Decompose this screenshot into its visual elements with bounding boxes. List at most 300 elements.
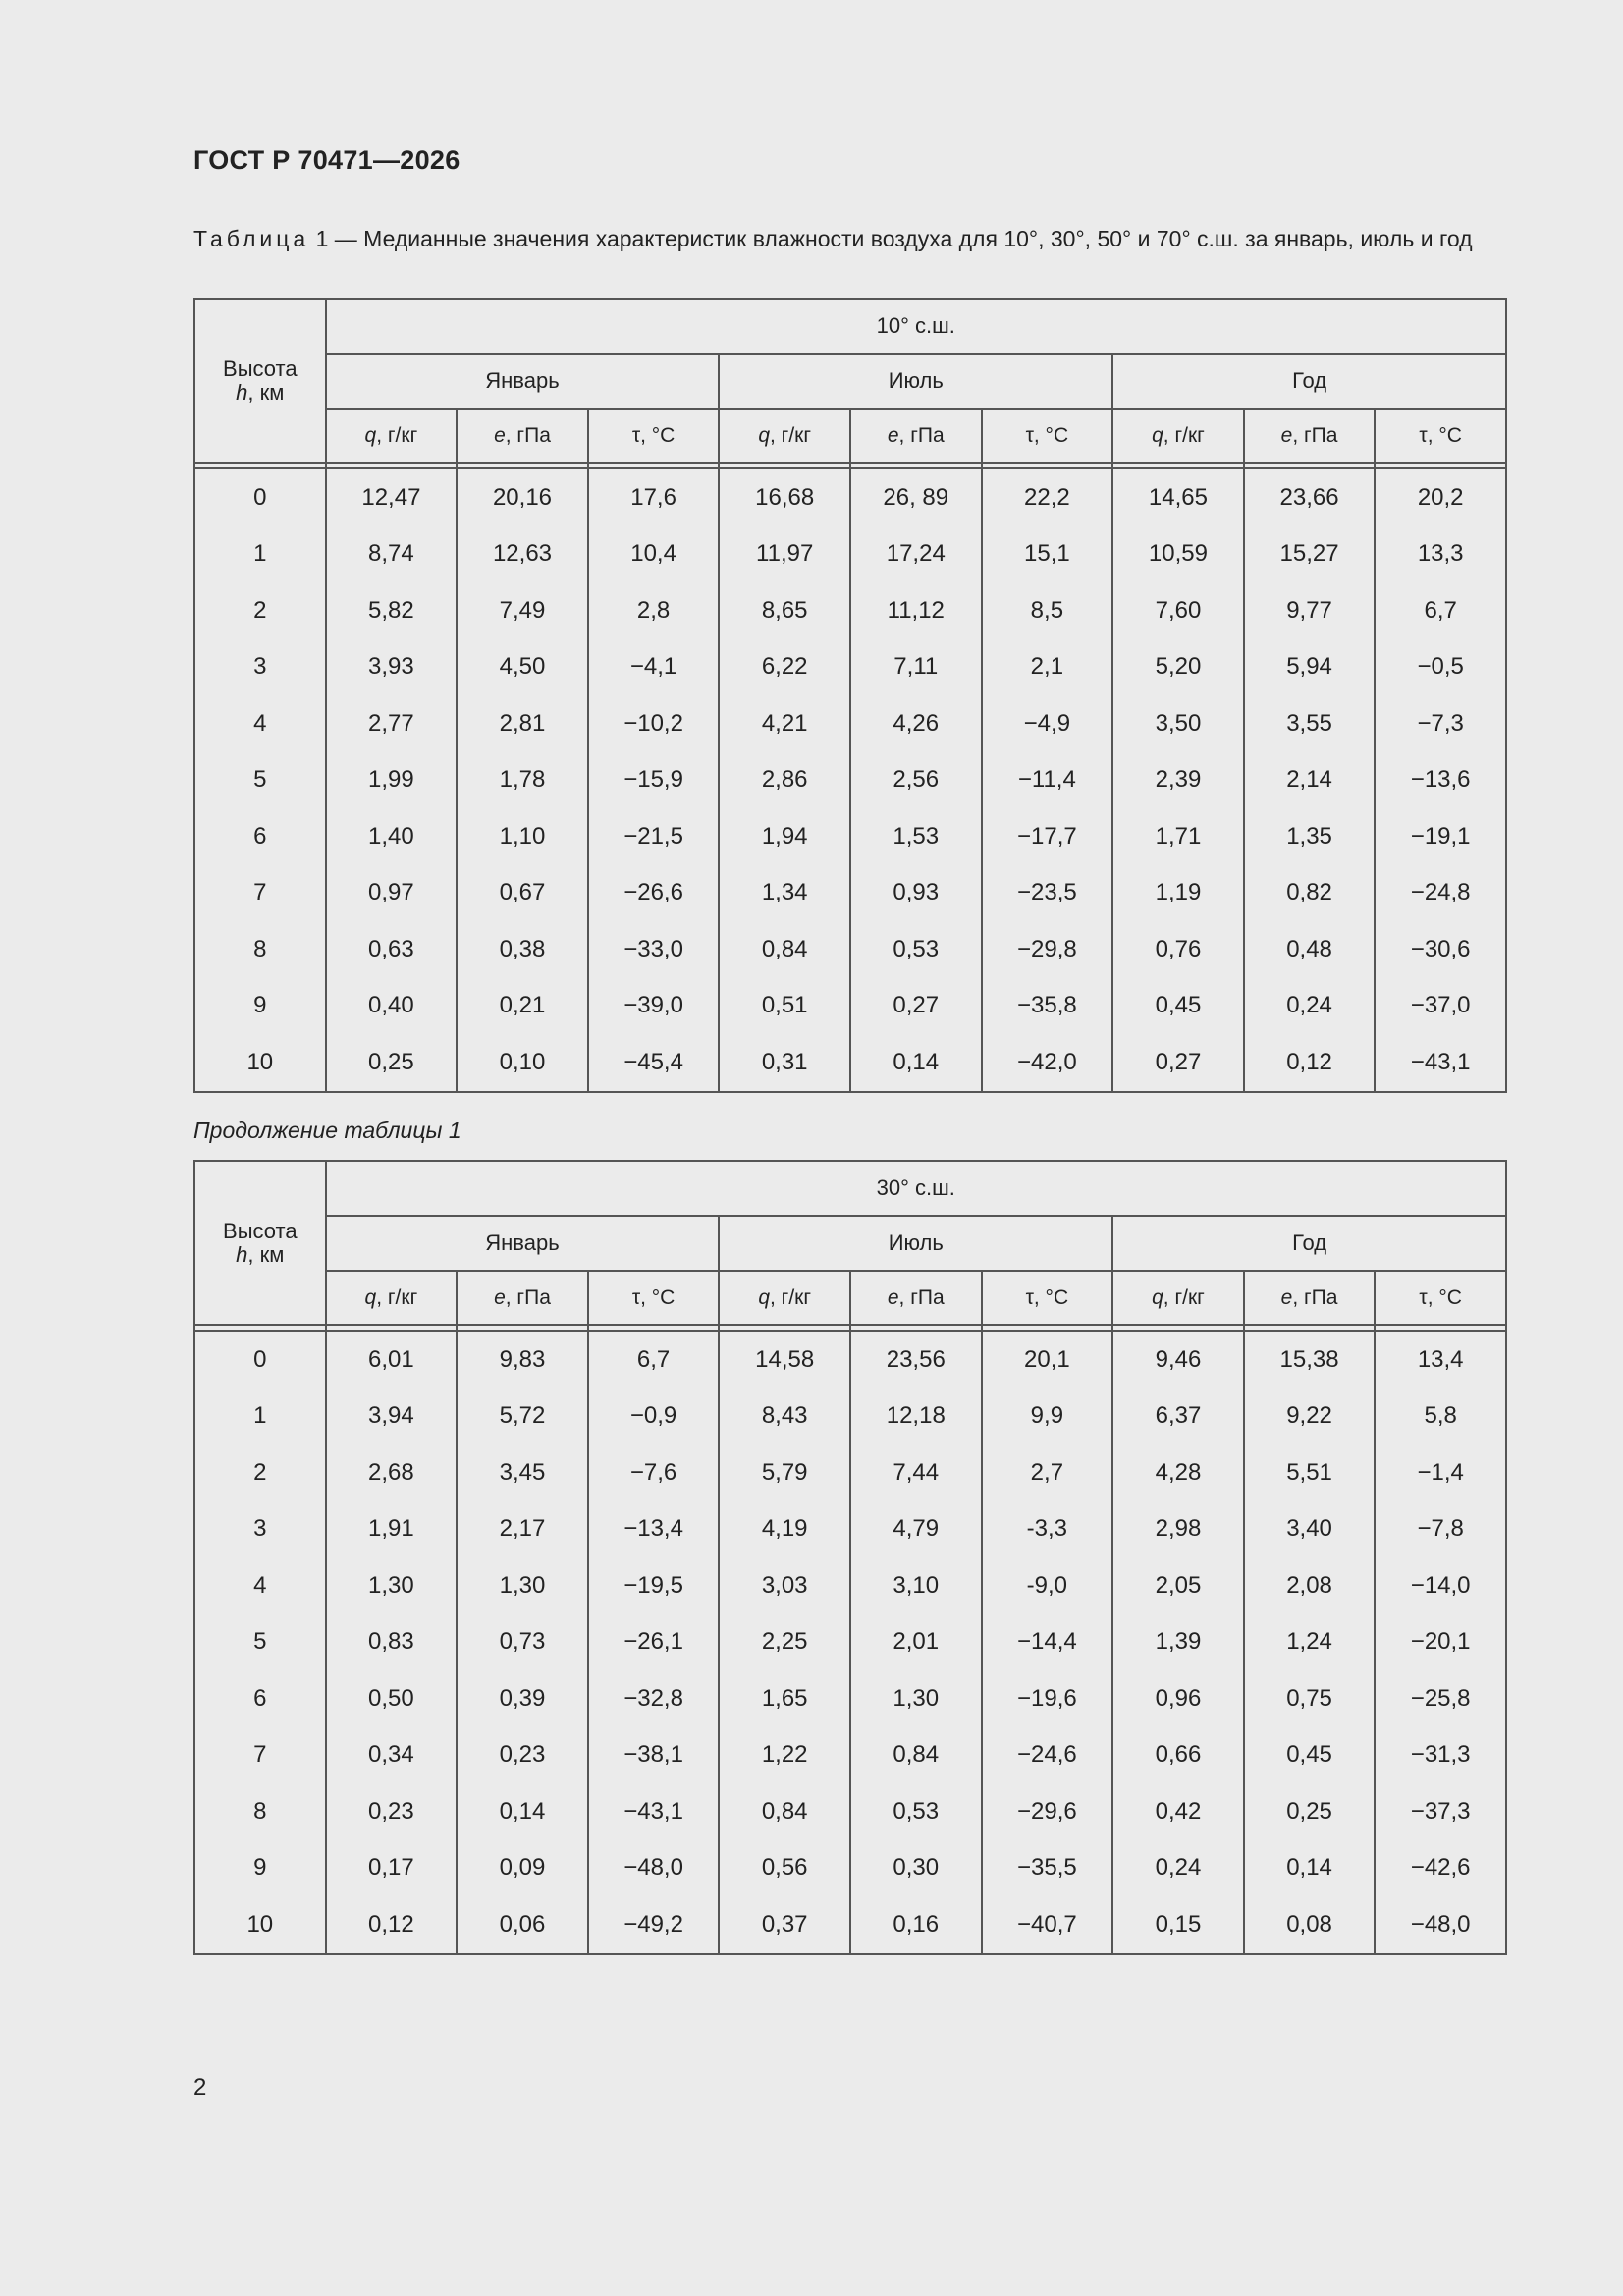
value-cell: −13,4 [588, 1502, 720, 1558]
value-cell: 4,28 [1112, 1445, 1244, 1502]
unit-variable: q [1152, 423, 1163, 447]
value-cell: 0,97 [326, 865, 458, 922]
table-row [194, 752, 1506, 809]
value-cell: −24,6 [982, 1727, 1113, 1784]
unit-header [588, 409, 720, 463]
value-cell: 1,34 [719, 865, 850, 922]
value-cell: 0,24 [1244, 978, 1376, 1035]
height-cell: 10 [194, 1034, 326, 1092]
value-cell: −4,1 [588, 639, 720, 696]
value-cell: 2,1 [982, 639, 1113, 696]
value-cell: −40,7 [982, 1896, 1113, 1954]
value-cell: -9,0 [982, 1558, 1113, 1614]
value-cell: 5,51 [1244, 1445, 1376, 1502]
value-cell: 20,16 [457, 468, 588, 526]
height-cell: 8 [194, 921, 326, 978]
value-cell: 20,1 [982, 1331, 1113, 1389]
value-cell: 26, 89 [850, 468, 982, 526]
unit-label: , г/кг [376, 1285, 418, 1309]
value-cell: 0,09 [457, 1840, 588, 1897]
value-cell: 1,91 [326, 1502, 458, 1558]
height-label: Высота [223, 355, 298, 381]
value-cell: −29,6 [982, 1783, 1113, 1840]
value-cell: 5,20 [1112, 639, 1244, 696]
unit-label: , г/кг [770, 1285, 812, 1309]
unit-variable: q [364, 423, 377, 447]
value-cell: 1,30 [326, 1558, 458, 1614]
unit-header [1244, 1271, 1376, 1325]
value-cell: 1,99 [326, 752, 458, 809]
height-cell: 5 [194, 1614, 326, 1671]
value-cell: 7,49 [457, 582, 588, 639]
value-cell: 1,65 [719, 1670, 850, 1727]
value-cell: 5,82 [326, 582, 458, 639]
height-cell: 9 [194, 978, 326, 1035]
value-cell: 0,25 [1244, 1783, 1376, 1840]
table-row [194, 526, 1506, 583]
value-cell: −19,6 [982, 1670, 1113, 1727]
unit-label: τ, °C [1025, 423, 1069, 447]
unit-label: , г/кг [376, 423, 418, 447]
value-cell: 0,84 [719, 921, 850, 978]
value-cell: 1,39 [1112, 1614, 1244, 1671]
table-row [194, 865, 1506, 922]
value-cell: 23,56 [850, 1331, 982, 1389]
value-cell: −43,1 [1375, 1034, 1506, 1092]
unit-label: τ, °C [631, 1285, 676, 1309]
value-cell: −31,3 [1375, 1727, 1506, 1784]
value-cell: 0,16 [850, 1896, 982, 1954]
unit-variable: e [1280, 423, 1293, 447]
value-cell: −30,6 [1375, 921, 1506, 978]
unit-header [1112, 409, 1244, 463]
height-label: Высота [223, 1218, 298, 1243]
value-cell: −48,0 [1375, 1896, 1506, 1954]
value-cell: 0,24 [1112, 1840, 1244, 1897]
value-cell: −26,6 [588, 865, 720, 922]
value-cell: −10,2 [588, 695, 720, 752]
value-cell: 1,40 [326, 808, 458, 865]
value-cell: 15,27 [1244, 526, 1376, 583]
value-cell: 22,2 [982, 468, 1113, 526]
value-cell: 0,82 [1244, 865, 1376, 922]
value-cell: −26,1 [588, 1614, 720, 1671]
value-cell: −35,8 [982, 978, 1113, 1035]
value-cell: −19,5 [588, 1558, 720, 1614]
value-cell: 1,24 [1244, 1614, 1376, 1671]
unit-label: , г/кг [1163, 1285, 1205, 1309]
value-cell: 3,94 [326, 1389, 458, 1446]
value-cell: 16,68 [719, 468, 850, 526]
value-cell: 17,6 [588, 468, 720, 526]
unit-label: , гПа [898, 1285, 945, 1309]
value-cell: 4,50 [457, 639, 588, 696]
value-cell: 13,3 [1375, 526, 1506, 583]
unit-label: τ, °C [1419, 423, 1462, 447]
value-cell: 2,98 [1112, 1502, 1244, 1558]
value-cell: 0,93 [850, 865, 982, 922]
value-cell: 0,40 [326, 978, 458, 1035]
value-cell: 8,5 [982, 582, 1113, 639]
value-cell: 1,22 [719, 1727, 850, 1784]
height-cell: 2 [194, 1445, 326, 1502]
value-cell: 5,72 [457, 1389, 588, 1446]
unit-label: , гПа [1292, 1285, 1338, 1309]
value-cell: −21,5 [588, 808, 720, 865]
continuation-caption: Продолжение таблицы 1 [193, 1118, 461, 1143]
value-cell: −35,5 [982, 1840, 1113, 1897]
value-cell: 6,37 [1112, 1389, 1244, 1446]
value-cell: 0,14 [457, 1783, 588, 1840]
value-cell: 1,94 [719, 808, 850, 865]
value-cell: 4,79 [850, 1502, 982, 1558]
value-cell: 2,14 [1244, 752, 1376, 809]
value-cell: −13,6 [1375, 752, 1506, 809]
height-cell: 0 [194, 1331, 326, 1389]
value-cell: −43,1 [588, 1783, 720, 1840]
unit-header [850, 1271, 982, 1325]
value-cell: 11,12 [850, 582, 982, 639]
table-row [194, 1502, 1506, 1558]
height-cell: 9 [194, 1840, 326, 1897]
value-cell: 8,43 [719, 1389, 850, 1446]
value-cell: −39,0 [588, 978, 720, 1035]
value-cell: 9,46 [1112, 1331, 1244, 1389]
document-header: ГОСТ Р 70471—2026 [193, 145, 460, 175]
value-cell: 9,22 [1244, 1389, 1376, 1446]
value-cell: 2,05 [1112, 1558, 1244, 1614]
unit-header [1375, 1271, 1506, 1325]
value-cell: 0,23 [326, 1783, 458, 1840]
unit-variable: e [494, 1285, 506, 1309]
value-cell: −37,3 [1375, 1783, 1506, 1840]
table-row [194, 1896, 1506, 1954]
value-cell: −29,8 [982, 921, 1113, 978]
value-cell: 1,35 [1244, 808, 1376, 865]
value-cell: −4,9 [982, 695, 1113, 752]
value-cell: 1,78 [457, 752, 588, 809]
value-cell: 1,53 [850, 808, 982, 865]
value-cell: 0,45 [1112, 978, 1244, 1035]
table-row [194, 1034, 1506, 1092]
unit-header [1244, 409, 1376, 463]
value-cell: 0,30 [850, 1840, 982, 1897]
height-cell: 5 [194, 752, 326, 809]
value-cell: 11,97 [719, 526, 850, 583]
value-cell: 5,94 [1244, 639, 1376, 696]
height-variable: h [236, 379, 248, 405]
value-cell: 0,21 [457, 978, 588, 1035]
value-cell: 7,60 [1112, 582, 1244, 639]
value-cell: −42,6 [1375, 1840, 1506, 1897]
value-cell: 0,66 [1112, 1727, 1244, 1784]
table-row [194, 1840, 1506, 1897]
value-cell: 0,50 [326, 1670, 458, 1727]
value-cell: 0,31 [719, 1034, 850, 1092]
value-cell: −45,4 [588, 1034, 720, 1092]
value-cell: 2,56 [850, 752, 982, 809]
table-row [194, 921, 1506, 978]
value-cell: 3,40 [1244, 1502, 1376, 1558]
value-cell: 0,27 [1112, 1034, 1244, 1092]
value-cell: 1,30 [457, 1558, 588, 1614]
unit-variable: e [1280, 1285, 1293, 1309]
value-cell: 0,51 [719, 978, 850, 1035]
value-cell: −0,5 [1375, 639, 1506, 696]
value-cell: −33,0 [588, 921, 720, 978]
value-cell: 0,53 [850, 1783, 982, 1840]
value-cell: 3,10 [850, 1558, 982, 1614]
value-cell: 9,9 [982, 1389, 1113, 1446]
value-cell: 0,84 [719, 1783, 850, 1840]
table-caption [193, 224, 1507, 253]
value-cell: −1,4 [1375, 1445, 1506, 1502]
value-cell: −38,1 [588, 1727, 720, 1784]
unit-header [719, 409, 850, 463]
unit-variable: e [887, 1285, 899, 1309]
value-cell: −11,4 [982, 752, 1113, 809]
value-cell: 1,10 [457, 808, 588, 865]
value-cell: −14,4 [982, 1614, 1113, 1671]
table-row [194, 468, 1506, 526]
value-cell: 2,17 [457, 1502, 588, 1558]
value-cell: 3,50 [1112, 695, 1244, 752]
height-cell: 2 [194, 582, 326, 639]
value-cell: 14,65 [1112, 468, 1244, 526]
unit-header [719, 1271, 850, 1325]
value-cell: 12,18 [850, 1389, 982, 1446]
month-header: Год [1112, 354, 1506, 409]
value-cell: 0,37 [719, 1896, 850, 1954]
value-cell: 4,19 [719, 1502, 850, 1558]
unit-label: , гПа [898, 423, 945, 447]
height-cell: 7 [194, 1727, 326, 1784]
value-cell: 2,68 [326, 1445, 458, 1502]
month-header: Январь [326, 354, 720, 409]
value-cell: −19,1 [1375, 808, 1506, 865]
unit-label: τ, °C [1419, 1285, 1462, 1309]
value-cell: 6,7 [588, 1331, 720, 1389]
table-row [194, 1783, 1506, 1840]
value-cell: 12,47 [326, 468, 458, 526]
height-cell: 4 [194, 695, 326, 752]
value-cell: 0,96 [1112, 1670, 1244, 1727]
value-cell: 8,74 [326, 526, 458, 583]
value-cell: 0,53 [850, 921, 982, 978]
table-row [194, 582, 1506, 639]
value-cell: 2,77 [326, 695, 458, 752]
value-cell: 0,10 [457, 1034, 588, 1092]
table-row [194, 639, 1506, 696]
unit-header [1375, 409, 1506, 463]
value-cell: −7,8 [1375, 1502, 1506, 1558]
value-cell: 1,19 [1112, 865, 1244, 922]
value-cell: 1,71 [1112, 808, 1244, 865]
value-cell: 0,84 [850, 1727, 982, 1784]
unit-header [457, 409, 588, 463]
value-cell: 0,06 [457, 1896, 588, 1954]
latitude-header: 30° с.ш. [326, 1161, 1506, 1216]
value-cell: 2,81 [457, 695, 588, 752]
humidity-table [193, 298, 1507, 1093]
value-cell: 17,24 [850, 526, 982, 583]
value-cell: 7,11 [850, 639, 982, 696]
value-cell: 0,76 [1112, 921, 1244, 978]
height-cell: 4 [194, 1558, 326, 1614]
unit-header [982, 1271, 1113, 1325]
unit-header [457, 1271, 588, 1325]
unit-header [850, 409, 982, 463]
value-cell: 0,48 [1244, 921, 1376, 978]
table-row [194, 1331, 1506, 1389]
month-header: Год [1112, 1216, 1506, 1271]
unit-variable: q [364, 1285, 377, 1309]
value-cell: 2,08 [1244, 1558, 1376, 1614]
height-cell: 7 [194, 865, 326, 922]
value-cell: 12,63 [457, 526, 588, 583]
unit-label: τ, °C [631, 423, 676, 447]
height-unit: , км [247, 1241, 285, 1267]
height-cell: 1 [194, 1389, 326, 1446]
height-unit: , км [247, 379, 285, 405]
value-cell: 0,25 [326, 1034, 458, 1092]
table-row [194, 1614, 1506, 1671]
value-cell: 4,21 [719, 695, 850, 752]
height-cell: 0 [194, 468, 326, 526]
value-cell: 0,56 [719, 1840, 850, 1897]
value-cell: 4,26 [850, 695, 982, 752]
value-cell: −15,9 [588, 752, 720, 809]
value-cell: 0,39 [457, 1670, 588, 1727]
value-cell: 0,08 [1244, 1896, 1376, 1954]
value-cell: −7,3 [1375, 695, 1506, 752]
humidity-table [193, 1160, 1507, 1955]
unit-label: , г/кг [1163, 423, 1205, 447]
page-number: 2 [193, 2074, 207, 2101]
value-cell: 0,12 [1244, 1034, 1376, 1092]
value-cell: 15,1 [982, 526, 1113, 583]
unit-header [588, 1271, 720, 1325]
value-cell: 14,58 [719, 1331, 850, 1389]
unit-header [326, 409, 458, 463]
height-cell: 6 [194, 1670, 326, 1727]
height-cell: 1 [194, 526, 326, 583]
value-cell: −25,8 [1375, 1670, 1506, 1727]
unit-variable: e [887, 423, 899, 447]
value-cell: 5,79 [719, 1445, 850, 1502]
unit-label: , гПа [505, 1285, 551, 1309]
unit-label: , гПа [1292, 423, 1338, 447]
value-cell: 23,66 [1244, 468, 1376, 526]
value-cell: −32,8 [588, 1670, 720, 1727]
table-caption-prefix: Таблица [193, 226, 310, 251]
value-cell: 0,42 [1112, 1783, 1244, 1840]
value-cell: −49,2 [588, 1896, 720, 1954]
value-cell: 3,55 [1244, 695, 1376, 752]
month-header: Январь [326, 1216, 720, 1271]
unit-header [326, 1271, 458, 1325]
table-row [194, 808, 1506, 865]
value-cell: −20,1 [1375, 1614, 1506, 1671]
value-cell: 0,75 [1244, 1670, 1376, 1727]
value-cell: −42,0 [982, 1034, 1113, 1092]
value-cell: 0,15 [1112, 1896, 1244, 1954]
value-cell: 10,59 [1112, 526, 1244, 583]
value-cell: 0,23 [457, 1727, 588, 1784]
value-cell: 0,34 [326, 1727, 458, 1784]
value-cell: 0,27 [850, 978, 982, 1035]
value-cell: −0,9 [588, 1389, 720, 1446]
value-cell: 7,44 [850, 1445, 982, 1502]
value-cell: 8,65 [719, 582, 850, 639]
table-caption-text: 1 — Медианные значения характеристик влажности воздуха для 10°, 30°, 50° и 70° с.ш. за январь, июль и год [309, 226, 1473, 251]
value-cell: 3,45 [457, 1445, 588, 1502]
value-cell: 0,17 [326, 1840, 458, 1897]
height-column-header [194, 1161, 326, 1325]
value-cell: 2,8 [588, 582, 720, 639]
height-cell: 8 [194, 1783, 326, 1840]
value-cell: −37,0 [1375, 978, 1506, 1035]
table-row [194, 1445, 1506, 1502]
latitude-header: 10° с.ш. [326, 299, 1506, 354]
unit-label: , г/кг [770, 423, 812, 447]
value-cell: −7,6 [588, 1445, 720, 1502]
value-cell: 0,63 [326, 921, 458, 978]
height-column-header [194, 299, 326, 463]
value-cell: −24,8 [1375, 865, 1506, 922]
month-header: Июль [719, 354, 1112, 409]
table-row [194, 1727, 1506, 1784]
value-cell: 13,4 [1375, 1331, 1506, 1389]
value-cell: 20,2 [1375, 468, 1506, 526]
unit-header [1112, 1271, 1244, 1325]
value-cell: 6,01 [326, 1331, 458, 1389]
value-cell: −14,0 [1375, 1558, 1506, 1614]
value-cell: 0,14 [850, 1034, 982, 1092]
value-cell: 0,73 [457, 1614, 588, 1671]
value-cell: 9,83 [457, 1331, 588, 1389]
value-cell: 3,93 [326, 639, 458, 696]
value-cell: 0,83 [326, 1614, 458, 1671]
table-row [194, 978, 1506, 1035]
unit-label: τ, °C [1025, 1285, 1069, 1309]
value-cell: -3,3 [982, 1502, 1113, 1558]
value-cell: 6,7 [1375, 582, 1506, 639]
table-row [194, 1389, 1506, 1446]
unit-variable: q [758, 423, 770, 447]
value-cell: 10,4 [588, 526, 720, 583]
height-variable: h [236, 1241, 248, 1267]
value-cell: −48,0 [588, 1840, 720, 1897]
value-cell: 2,86 [719, 752, 850, 809]
value-cell: 1,30 [850, 1670, 982, 1727]
height-cell: 6 [194, 808, 326, 865]
table-row [194, 1670, 1506, 1727]
month-header: Июль [719, 1216, 1112, 1271]
value-cell: −23,5 [982, 865, 1113, 922]
value-cell: −17,7 [982, 808, 1113, 865]
value-cell: 2,01 [850, 1614, 982, 1671]
unit-variable: e [494, 423, 506, 447]
value-cell: 15,38 [1244, 1331, 1376, 1389]
unit-header [982, 409, 1113, 463]
unit-variable: q [1152, 1285, 1163, 1309]
unit-label: , гПа [505, 423, 551, 447]
value-cell: 0,45 [1244, 1727, 1376, 1784]
value-cell: 0,38 [457, 921, 588, 978]
value-cell: 5,8 [1375, 1389, 1506, 1446]
value-cell: 6,22 [719, 639, 850, 696]
